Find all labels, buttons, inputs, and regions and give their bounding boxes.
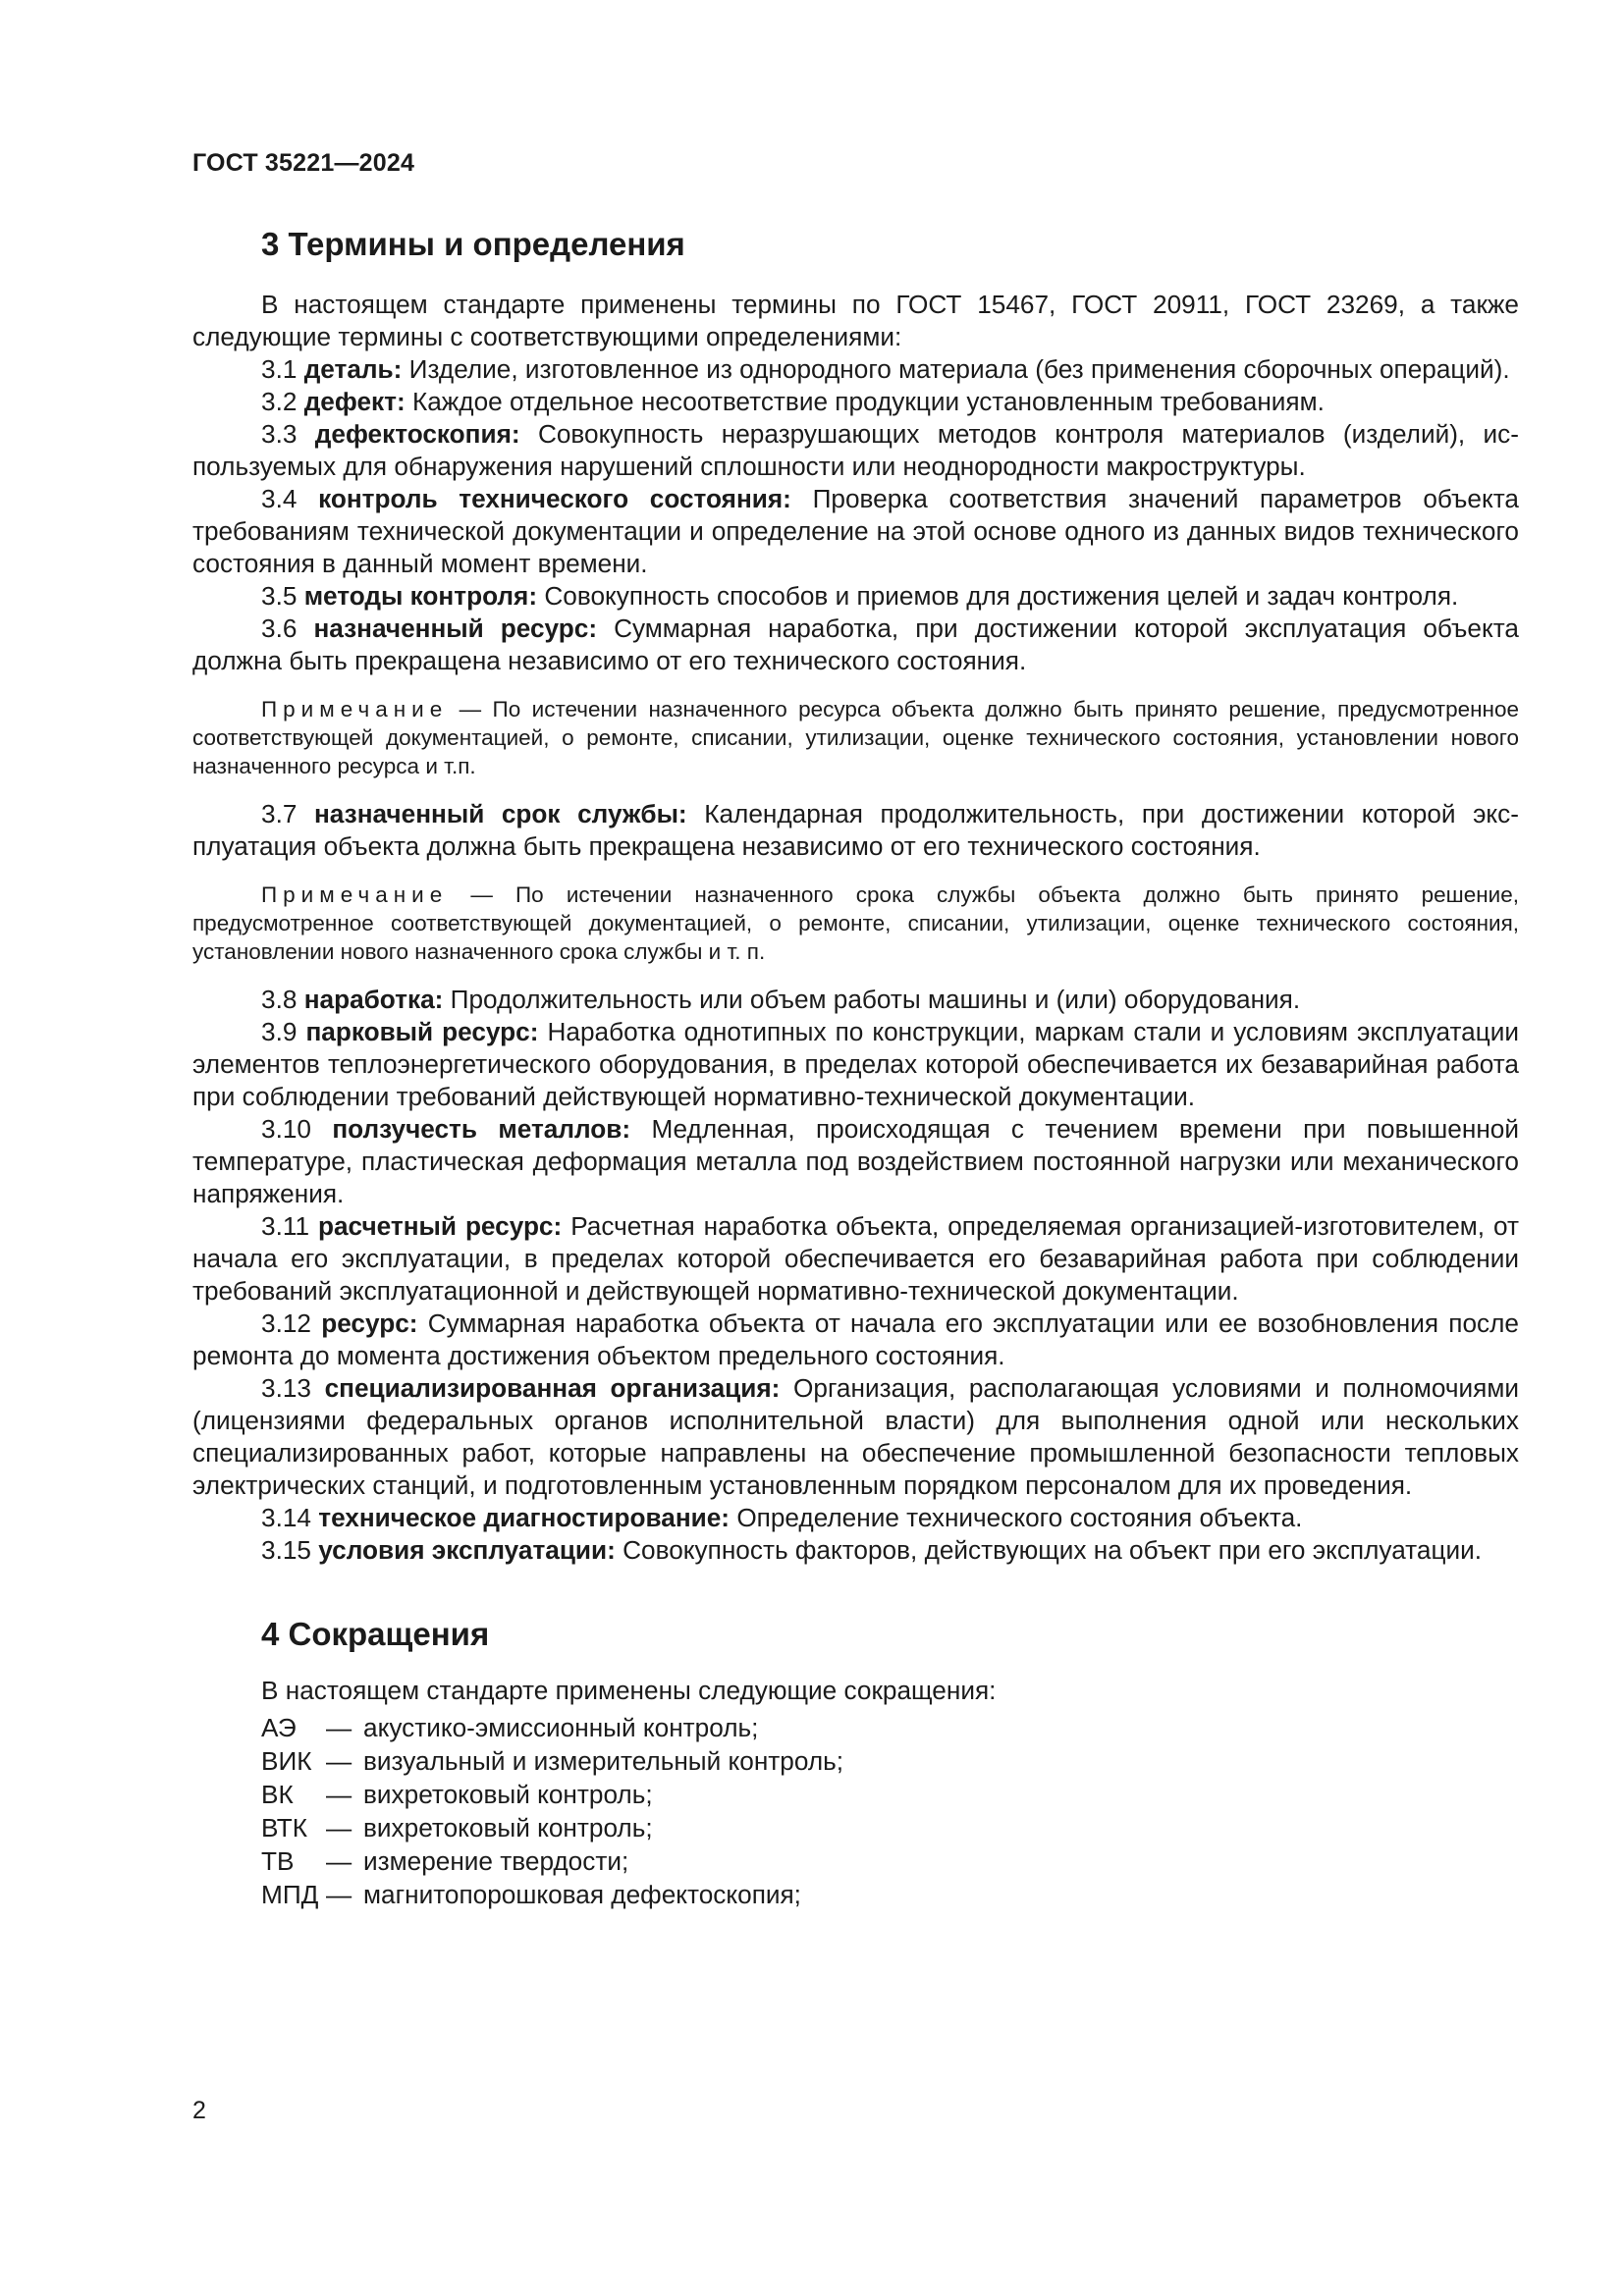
term-name: ползучесть металлов: (332, 1114, 631, 1144)
term-name: специализированная организация: (324, 1373, 781, 1403)
term-number: 3.15 (261, 1535, 311, 1565)
term-entry (192, 1210, 1519, 1308)
term-definition: Суммарная наработка, при достижении которой эксплуатация объекта должна быть прекращена независимо от его технического состояния. (192, 614, 1519, 675)
document-header-id: ГОСТ 35221—2024 (192, 149, 415, 177)
term-name: ресурс: (321, 1308, 418, 1338)
term-definition: Совокупность способов и приемов для достижения целей и задач контроля. (544, 581, 1459, 611)
abbreviation-dash: — (326, 1713, 352, 1742)
term-number: 3.9 (261, 1017, 298, 1046)
term-definition: Каждое отдельное несоответствие продукции установленным требованиям. (411, 387, 1325, 416)
term-number: 3.10 (261, 1114, 311, 1144)
term-entry (192, 1372, 1519, 1502)
note-text: — По истечении назначенного ресурса объекта должно быть принято решение, предусмотренное соответствующей документацией, о ремонте, списании, утилизации, оценке технического состояния, установлении нового назначенного ресурса и т.п. (192, 697, 1519, 778)
abbreviation-item (261, 1811, 1519, 1844)
term-definition: Продолжительность или объем работы машины и (или) оборудования. (450, 985, 1301, 1014)
term-number: 3.4 (261, 484, 298, 513)
term-definition: Организация, располагающая условиями и полномочиями (лицензиями федеральных органов исполнительной власти) для выполнения одной или нескольких специализированных работ, которые направлены на обеспечение промышленной безопасности тепловых электрических станций, и подготовленным установленным порядком персоналом для их проведения. (192, 1373, 1519, 1500)
term-name: парковый ресурс: (305, 1017, 539, 1046)
term-name: дефектоскопия: (314, 419, 520, 449)
term-name: назначенный срок службы: (313, 799, 687, 828)
term-name: условия эксплуатации: (318, 1535, 616, 1565)
term-definition: Изделие, изготовленное из однородного материала (без применения сборочных операций). (408, 354, 1510, 384)
note-label: Примечание (261, 882, 449, 907)
term-entry (192, 1016, 1519, 1113)
term-definition: Календарная продолжительность, при достижении которой эксплуатация объекта должна быть прекращена независимо от его технического состояния. (192, 799, 1520, 861)
abbreviation-dash: — (326, 1813, 352, 1842)
abbreviation-dash: — (326, 1880, 352, 1909)
term-entry (192, 1534, 1519, 1567)
abbreviation-code: МПД (261, 1880, 319, 1909)
abbreviation-code: ВК (261, 1780, 294, 1809)
abbreviation-item (261, 1778, 1519, 1811)
term-definition: Определение технического состояния объекта. (736, 1503, 1303, 1532)
abbreviation-code: АЭ (261, 1713, 297, 1742)
term-entry (192, 1113, 1519, 1210)
note (192, 881, 1519, 966)
term-name: дефект: (303, 387, 406, 416)
term-definition: Медленная, происходящая с течением времени при повышенной температуре, пластическая деформация металла под воздействием постоянной нагрузки или механического напряжения. (192, 1114, 1519, 1208)
term-name: расчетный ресурс: (318, 1211, 563, 1241)
abbreviation-text: измерение твердости; (363, 1846, 629, 1876)
abbreviation-code: ВТК (261, 1813, 307, 1842)
page-content (192, 222, 1519, 1911)
term-definition: Совокупность неразрушающих методов контроля материалов (изделий), используемых для обнаружения нарушений сплошности или неоднородности макроструктуры. (192, 419, 1520, 481)
term-entry (192, 613, 1519, 677)
abbreviation-item (261, 1711, 1519, 1744)
term-name: контроль технического состояния: (318, 484, 791, 513)
term-name: деталь: (303, 354, 403, 384)
term-entry (192, 984, 1519, 1016)
term-definition: Наработка однотипных по конструкции, маркам стали и условиям эксплуатации элементов теплоэнергетического оборудования, в пределах которой обеспечивается их безаварийная работа при соблюдении требований действующей нормативно-технической документации. (192, 1017, 1520, 1111)
abbreviation-text: вихретоковый контроль; (363, 1813, 653, 1842)
term-name: назначенный ресурс: (313, 614, 598, 643)
abbreviation-code: ВИК (261, 1746, 312, 1776)
term-definition: Проверка соответствия значений параметров объекта требованиям технической документации и определение на этой основе одного из данных видов технического состояния в данный момент времени. (192, 484, 1519, 578)
term-number: 3.14 (261, 1503, 311, 1532)
term-entry (192, 580, 1519, 613)
abbreviation-code: ТВ (261, 1846, 295, 1876)
abbreviation-text: вихретоковый контроль; (363, 1780, 653, 1809)
term-entry (192, 1308, 1519, 1372)
abbreviation-item (261, 1744, 1519, 1778)
term-number: 3.13 (261, 1373, 311, 1403)
abbreviation-item (261, 1844, 1519, 1878)
term-number: 3.11 (261, 1211, 310, 1241)
section-4-title: 4 Сокращения (261, 1616, 490, 1652)
abbreviation-dash: — (326, 1846, 352, 1876)
term-entry (192, 353, 1519, 386)
term-number: 3.2 (261, 387, 298, 416)
page-number: 2 (192, 2097, 206, 2124)
term-definition: Расчетная наработка объекта, определяемая организацией-изготовителем, от начала его эксплуатации, в пределах которой обеспечивается его безаварийная работа при соблюдении требований эксплуатационной и действующей нормативно-технической документации. (192, 1211, 1519, 1306)
abbreviation-dash: — (326, 1746, 352, 1776)
abbreviation-text: визуальный и измерительный контроль; (363, 1746, 844, 1776)
term-name: техническое диагностирование: (318, 1503, 731, 1532)
section-3-title: 3 Термины и определения (261, 226, 685, 262)
term-number: 3.8 (261, 985, 298, 1014)
term-entry (192, 1502, 1519, 1534)
note-text: — По истечении назначенного срока службы объекта должно быть принято решение, предусмотренное соответствующей документацией, о ремонте, списании, утилизации, оценке технического состояния, установлении нового назначенного срока службы и т. п. (192, 882, 1519, 964)
term-entry (192, 483, 1519, 580)
term-name: наработка: (303, 985, 444, 1014)
abbreviation-dash: — (326, 1780, 352, 1809)
term-number: 3.5 (261, 581, 298, 611)
term-name: методы контроля: (303, 581, 538, 611)
abbreviation-text: магнитопорошковая дефектоскопия; (363, 1880, 801, 1909)
term-number: 3.7 (261, 799, 298, 828)
term-entry (192, 386, 1519, 418)
term-entry (192, 418, 1519, 483)
section-3-intro: В настоящем стандарте применены термины по ГОСТ 15467, ГОСТ 20911, ГОСТ 23269, а также следующие термины с соответствующими определениями: (192, 290, 1519, 351)
abbreviation-item (261, 1878, 1519, 1911)
term-number: 3.3 (261, 419, 298, 449)
term-entry (192, 798, 1519, 863)
term-number: 3.6 (261, 614, 298, 643)
term-definition: Совокупность факторов, действующих на объект при его эксплуатации. (623, 1535, 1482, 1565)
term-number: 3.1 (261, 354, 298, 384)
note-label: Примечание (261, 697, 449, 721)
section-4-intro: В настоящем стандарте применены следующие сокращения: (261, 1676, 997, 1705)
term-definition: Суммарная наработка объекта от начала его эксплуатации или ее возобновления после ремонта до момента достижения объектом предельного состояния. (192, 1308, 1519, 1370)
note (192, 695, 1519, 780)
term-number: 3.12 (261, 1308, 311, 1338)
abbreviation-text: акустико-эмиссионный контроль; (363, 1713, 759, 1742)
